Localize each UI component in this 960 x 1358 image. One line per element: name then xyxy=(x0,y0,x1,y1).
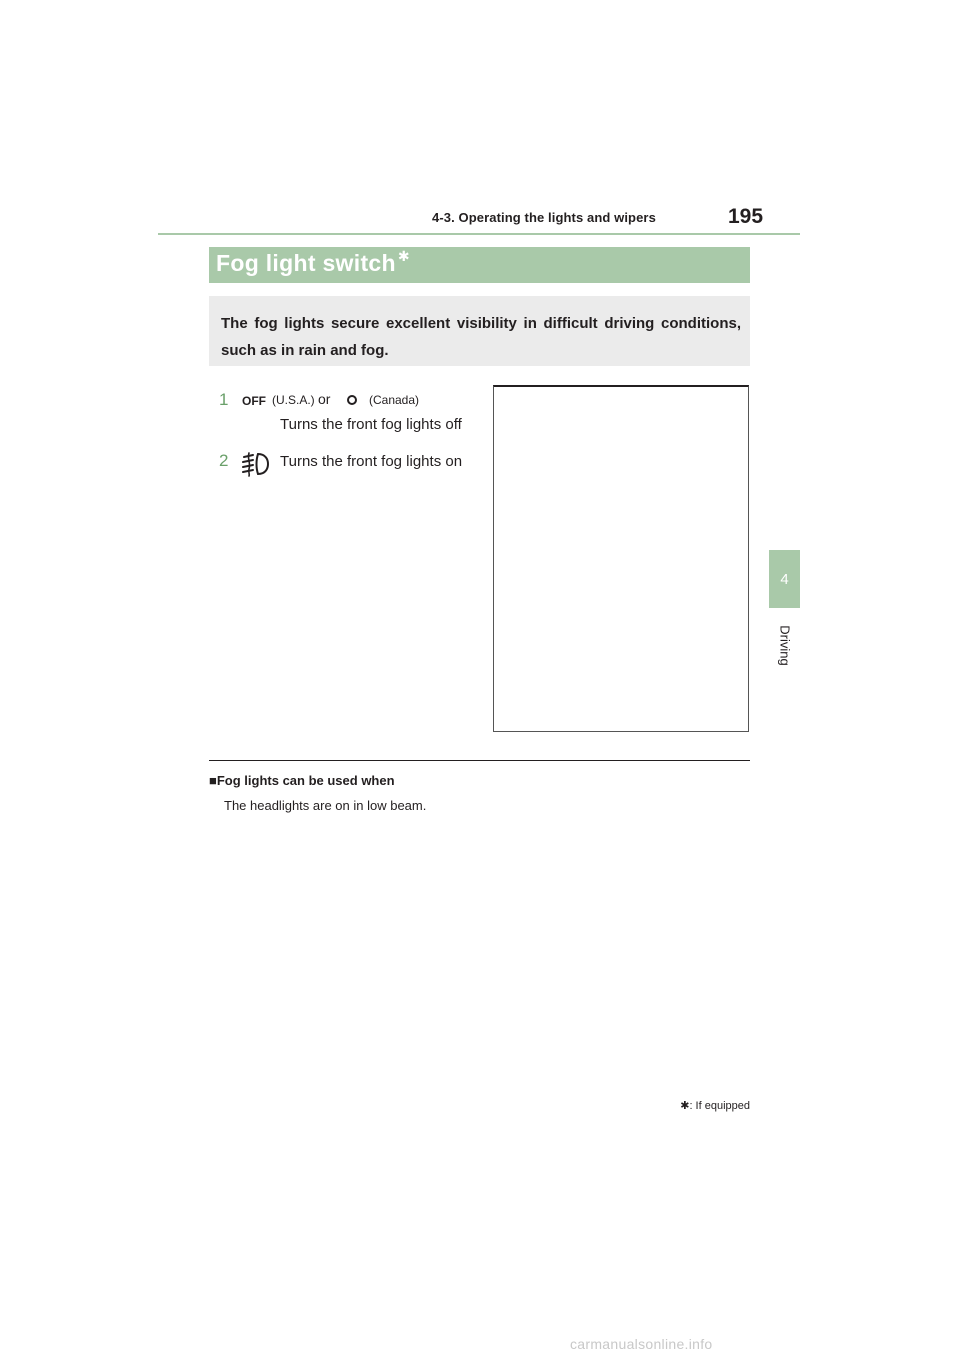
footnote xyxy=(660,1099,750,1112)
footnote-marker: ✱ xyxy=(680,1100,690,1112)
watermark: carmanualsonline.info xyxy=(570,1336,713,1352)
footnote-text: : If equipped xyxy=(689,1100,750,1112)
off-label: OFF xyxy=(242,394,266,408)
note-heading-text: Fog lights can be used when xyxy=(216,773,395,788)
chapter-tab-label-text: Driving xyxy=(777,624,793,666)
note-bullet: ■ xyxy=(209,773,217,788)
chapter-tab-label xyxy=(763,620,807,670)
item-number-1: 1 xyxy=(219,390,229,409)
item-number-2: 2 xyxy=(219,451,229,470)
off-circle-icon xyxy=(347,395,357,405)
note-heading xyxy=(209,773,395,788)
chapter-tab-number: 4 xyxy=(780,570,789,588)
section-rule xyxy=(209,760,750,761)
region-canada: (Canada) xyxy=(369,393,420,407)
front-fog-light-icon xyxy=(240,450,270,483)
section-title xyxy=(216,250,410,277)
page-number: 195 xyxy=(728,205,764,228)
item-1-description: Turns the front fog lights off xyxy=(280,416,462,433)
or-word: or xyxy=(318,391,331,407)
item-2-description: Turns the front fog lights on xyxy=(280,453,463,470)
header-rule xyxy=(158,233,800,235)
region-usa: (U.S.A.) xyxy=(272,393,315,407)
note-text: The headlights are on in low beam. xyxy=(224,798,427,813)
switch-illustration-frame xyxy=(493,385,749,732)
header-chapter: 4-3. Operating the lights and wipers xyxy=(432,210,656,225)
chapter-tab xyxy=(769,550,800,608)
intro-text: The fog lights secure excellent visibility in difficult driving conditions, such as in rain and fog. xyxy=(221,315,741,359)
equipped-marker: ✱ xyxy=(397,248,410,264)
section-title-text: Fog light switch xyxy=(216,250,396,276)
